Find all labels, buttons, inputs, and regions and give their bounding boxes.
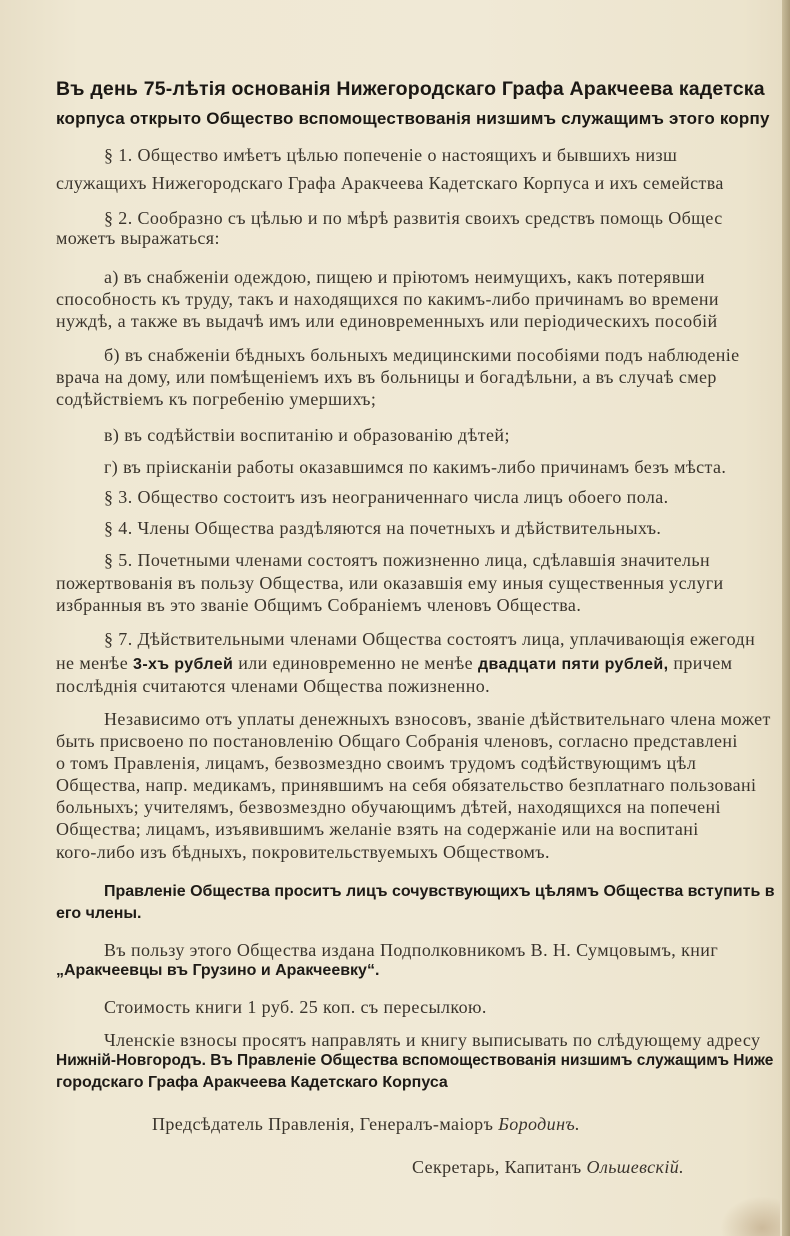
address-line-3: городскаго Графа Аракчеева Кадетскаго Корпуса — [56, 1074, 448, 1091]
para7-line-1: § 7. Дѣйствительными членами Общества состоятъ лица, уплачивающія ежегодн — [104, 629, 756, 649]
para8-line-1: Независимо отъ уплаты денежныхъ взносовъ, званіе дѣйствительнаго члена может — [104, 709, 771, 729]
para2-line-1: § 2. Сообразно съ цѣлью и по мѣрѣ развитія своихъ средствъ помощь Общес — [104, 208, 723, 228]
item-b-line-2: врача на дому, или помѣщеніемъ ихъ въ больницы и богадѣльни, а въ случаѣ смер — [56, 367, 717, 387]
secretary-signature — [412, 1158, 684, 1176]
para8-line-5: больныхъ; учителямъ, безвозмездно обучающимъ дѣтей, находящихся на попеченi — [56, 797, 721, 817]
para8-line-6: Общества; лицамъ, изъявившимъ желаніе взять на содержаніе или на воспитані — [56, 819, 699, 839]
appeal-line-2: его члены. — [56, 905, 142, 922]
item-b-line-3: содѣйствіемъ къ погребенію умершихъ; — [56, 389, 377, 409]
chairman-signature — [152, 1115, 580, 1133]
para2-line-2: можетъ выражаться: — [56, 228, 220, 248]
secretary-name: Ольшевскій. — [586, 1157, 685, 1177]
item-a-line-1: а) въ снабженіи одеждою, пищею и пріютомъ неимущихъ, какъ потерявши — [104, 267, 705, 287]
secretary-title: Секретарь, Капитанъ — [412, 1157, 582, 1177]
item-d-line-1: г) въ прiисканіи работы оказавшимся по какимъ-либо причинамъ безъ мѣста. — [104, 457, 727, 477]
para8-line-3: о томъ Правленія, лицамъ, безвозмездно своимъ трудомъ содѣйствующимъ цѣл — [56, 753, 697, 773]
para7-line-3: послѣднія считаются членами Общества пожизненно. — [56, 676, 491, 696]
para7-amount-once: двадцати пяти рублей, — [477, 656, 669, 673]
heading-line-1: Въ день 75-лѣтія основанія Нижегородскаго Графа Аракчеева кадетска — [56, 78, 765, 100]
heading-line-2: корпуса открыто Общество вспомоществованія низшимъ служащимъ этого корпу — [56, 109, 770, 128]
para8-line-7: кого-либо изъ бѣдныхъ, покровительствуемыхъ Обществомъ. — [56, 842, 550, 862]
para1-line-2: служащихъ Нижегородскаго Графа Аракчеева Кадетскаго Корпуса и ихъ семейства — [56, 173, 724, 193]
book-line-1: Въ пользу этого Общества издана Подполковникомъ В. Н. Сумцовымъ, книг — [104, 940, 719, 960]
chairman-title: Предсѣдатель Правленія, Генералъ-маіоръ — [152, 1114, 494, 1134]
para5-line-3: избранныя въ это званіе Общимъ Собраніемъ членовъ Общества. — [56, 595, 582, 615]
appeal-line-1: Правленіе Общества проситъ лицъ сочувствующихъ цѣлямъ Общества вступить в — [104, 883, 775, 900]
para5-line-2: пожертвованія въ пользу Общества, или оказавшія ему иныя существенныя услуги — [56, 573, 724, 593]
item-c-line-1: в) въ содѣйствіи воспитанію и образованію дѣтей; — [104, 425, 510, 445]
para8-line-2: быть присвоено по постановленію Общаго Собранія членовъ, согласно представлені — [56, 731, 738, 751]
item-b-line-1: б) въ снабженіи бѣдныхъ больныхъ медицинскими пособіями подъ наблюденіе — [104, 345, 740, 365]
para7-amount-yearly: 3-хъ рублей — [133, 656, 234, 673]
para7-line-2-c: или единовременно не менѣе — [238, 653, 474, 673]
para8-line-4: Общества, напр. медикамъ, принявшимъ на себя обязательство безплатнаго пользовані — [56, 775, 757, 795]
book-title: „Аракчеевцы въ Грузино и Аракчеевку“. — [56, 962, 380, 979]
para7-line-2-a: не менѣе — [56, 653, 129, 673]
para5-line-1: § 5. Почетными членами состоятъ пожизненно лица, сдѣлавшія значительн — [104, 550, 711, 570]
address-line-1: Членскіе взносы просятъ направлять и книгу выписывать по слѣдующему адресу — [104, 1030, 761, 1050]
price-line-1: Стоимость книги 1 руб. 25 коп. съ пересылкою. — [104, 997, 487, 1017]
para3-line-1: § 3. Общество состоитъ изъ неограниченнаго числа лицъ обоего пола. — [104, 487, 669, 507]
paper-stain — [720, 1196, 780, 1236]
chairman-name: Бородинъ. — [498, 1114, 581, 1134]
para7-line-2 — [56, 654, 732, 673]
address-line-2: Нижній-Новгородъ. Въ Правленіе Общества вспомоществованія низшимъ служащимъ Ниже — [56, 1052, 774, 1069]
para7-line-2-e: причем — [673, 653, 733, 673]
para1-line-1: § 1. Общество имѣетъ цѣлью попеченіе о настоящихъ и бывшихъ низш — [104, 145, 678, 165]
item-a-line-3: нуждѣ, а также въ выдачѣ имъ или единовременныхъ или періодическихъ пособій — [56, 311, 718, 331]
item-a-line-2: способность къ труду, такъ и находящихся по какимъ-либо причинамъ во времени — [56, 289, 719, 309]
page-edge — [782, 0, 790, 1236]
para4-line-1: § 4. Члены Общества раздѣляются на почетныхъ и дѣйствительныхъ. — [104, 518, 662, 538]
